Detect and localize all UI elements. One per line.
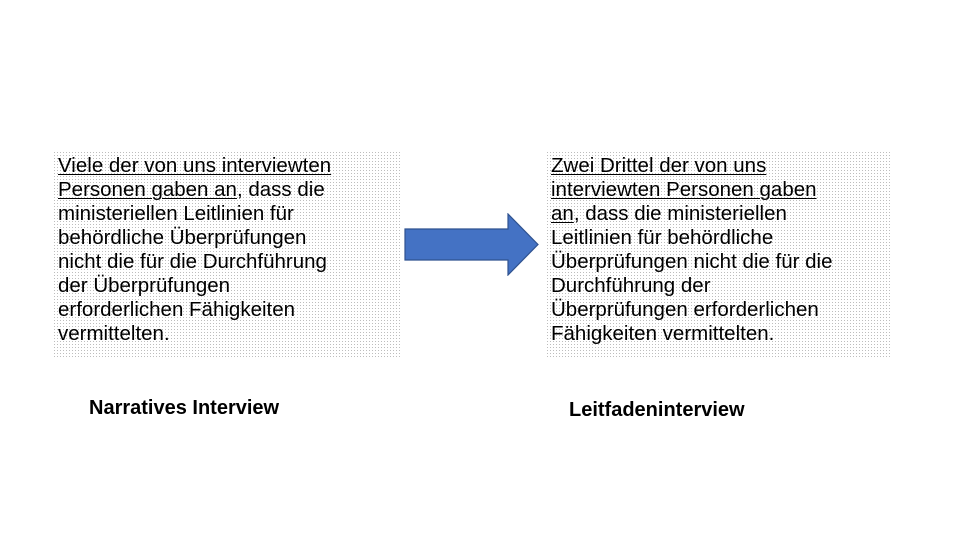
narrative-interview-quote-box <box>53 151 400 357</box>
right-arrow-shape <box>405 214 538 275</box>
narrative-quote-underlined-text: Viele der von uns interviewten Personen gaben an <box>58 154 332 201</box>
guided-quote-underlined-text: Zwei Drittel der von uns interviewten Personen gaben an <box>551 154 817 225</box>
narrative-interview-caption: Narratives Interview <box>89 397 280 419</box>
guided-interview-caption: Leitfadeninterview <box>569 399 745 421</box>
right-arrow-icon <box>404 213 540 276</box>
guided-quote-rest-text: , dass die ministeriellen Leitlinien für behördliche Überprüfungen nicht die für die Durchführung der Überprüfungen erforderlichen Fähigkeiten vermittelten. <box>551 202 833 345</box>
narrative-quote-rest-text: , dass die ministeriellen Leitlinien für behördliche Überprüfungen nicht die für die Durchführung der Überprüfungen erforderlichen Fähigkeiten vermittelten. <box>58 178 327 345</box>
guided-interview-quote-box <box>546 151 891 357</box>
